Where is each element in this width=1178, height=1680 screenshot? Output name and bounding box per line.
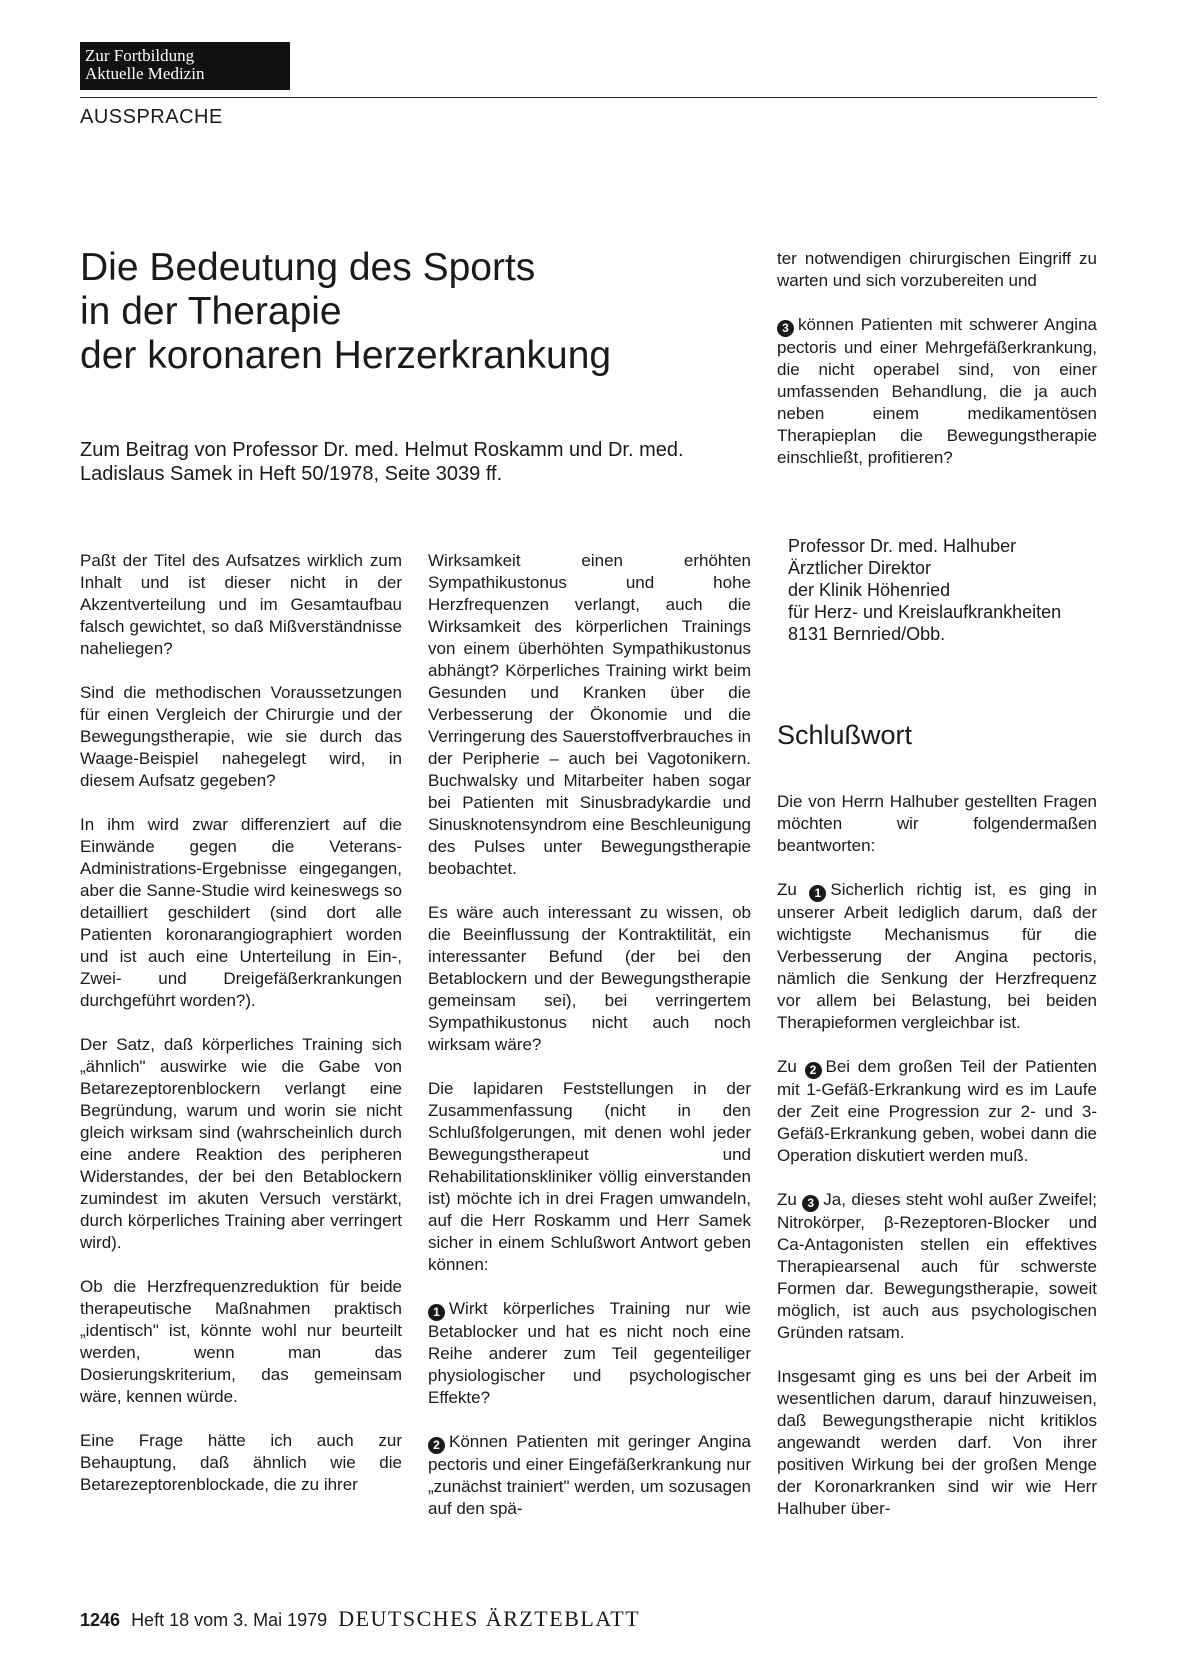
schlusswort-heading: Schlußwort xyxy=(777,720,913,750)
number-1-icon: 1 xyxy=(428,1304,445,1321)
paragraph: Paßt der Titel des Aufsatzes wirklich zum Inhalt und ist dieser nicht in der Akzentverteilung und im Gesamtaufbau falsch gewichtet, so daß Mißverständnisse naheliegen? xyxy=(80,551,402,658)
question-2 xyxy=(428,1431,751,1520)
title-line-3: der koronaren Herzerkrankung xyxy=(80,334,612,377)
paragraph: Es wäre auch interessant zu wissen, ob die Beeinflussung der Kontraktilität, ein interessanter Befund (der bei den Betablockern und der Bewegungstherapie gemeinsam sei), bei verringertem Sympathikustonus nicht auch noch wirksam wäre? xyxy=(428,903,751,1054)
answer-3 xyxy=(777,1189,1097,1344)
badge-line-2: Aktuelle Medizin xyxy=(85,64,205,83)
question-1-text: Wirkt körperliches Training nur wie Betablocker und hat es nicht noch eine Reihe anderer zum Teil gegenteiliger physiologischer und psychologischer Effekte? xyxy=(428,1299,751,1407)
question-3 xyxy=(777,314,1097,469)
answer-prefix: Zu xyxy=(777,880,797,899)
column-1 xyxy=(80,550,402,1518)
page-number: 1246 xyxy=(80,1610,121,1630)
paragraph: ter notwendigen chirurgischen Eingriff zu warten und sich vorzubereiten und xyxy=(777,249,1097,290)
number-1-icon: 1 xyxy=(809,885,826,902)
journal-name: DEUTSCHES ÄRZTEBLATT xyxy=(338,1606,641,1631)
paragraph: In ihm wird zwar differenziert auf die Einwände gegen die Veterans-Administrations-Ergebnisse eingegangen, aber die Sanne-Studie wird keineswegs so detailliert geschildert (sind dort alle Patienten koronarangiographiert worden und ist auch eine Unterteilung in Ein-, Zwei- und Dreigefäßerkrankungen durchgeführt worden?). xyxy=(80,815,402,1010)
signature-line: Ärztlicher Direktor xyxy=(788,558,932,578)
question-2-text: Können Patienten mit geringer Angina pectoris und einer Eingefäßerkrankung nur „zunächst trainiert" werden, um sozusagen auf den spä- xyxy=(428,1432,751,1518)
question-1 xyxy=(428,1298,751,1409)
paragraph: Eine Frage hätte ich auch zur Behauptung, daß ähnlich wie die Betarezeptorenblockade, die zu ihrer xyxy=(80,1431,402,1494)
answer-prefix: Zu xyxy=(777,1057,797,1076)
signature-line: für Herz- und Kreislaufkrankheiten xyxy=(788,602,1062,622)
paragraph: Insgesamt ging es uns bei der Arbeit im wesentlichen darum, darauf hinzuweisen, daß Bewegungstherapie nicht kritiklos angewandt werden darf. Von ihrer positiven Wirkung bei der großen Menge der Koronarkranken sind wir wie Herr Halhuber über- xyxy=(777,1367,1097,1518)
badge-line-1: Zur Fortbildung xyxy=(85,46,195,65)
number-2-icon: 2 xyxy=(805,1062,822,1079)
answer-1 xyxy=(777,879,1097,1034)
signature-line: 8131 Bernried/Obb. xyxy=(788,624,946,644)
section-label: AUSSPRACHE xyxy=(80,106,223,128)
number-3-icon: 3 xyxy=(777,320,794,337)
signature-line: der Klinik Höhenried xyxy=(788,580,951,600)
author-signature xyxy=(788,535,1061,645)
section-badge xyxy=(80,42,290,90)
column-3-top xyxy=(777,248,1097,491)
column-3-reply xyxy=(777,791,1097,1542)
article-subtitle: Zum Beitrag von Professor Dr. med. Helmut Roskamm und Dr. med. Ladislaus Samek in Heft 50/1978, Seite 3039 ff. xyxy=(80,439,684,485)
header-rule xyxy=(80,97,1097,98)
answer-1-text: Sicherlich richtig ist, es ging in unserer Arbeit lediglich darum, daß der wichtigste Mechanismus für die Verbesserung der Angina pectoris, nämlich die Senkung der Herzfrequenz vor allem bei Belastung, bei beiden Therapieformen vergleichbar ist. xyxy=(777,880,1097,1032)
number-2-icon: 2 xyxy=(428,1437,445,1454)
paragraph: Die lapidaren Feststellungen in der Zusammenfassung (nicht in den Schlußfolgerungen, mit denen wohl jeder Bewegungstherapeut und Rehabilitationskliniker völlig einverstanden ist) möchte ich in drei Fragen umwandeln, auf die Herr Roskamm und Herr Samek sicher in einem Schlußwort Antwort geben können: xyxy=(428,1079,751,1274)
issue-info: Heft 18 vom 3. Mai 1979 xyxy=(131,1610,328,1630)
answer-prefix: Zu xyxy=(777,1190,797,1209)
column-2 xyxy=(428,550,751,1542)
title-line-2: in der Therapie xyxy=(80,290,342,333)
answer-2-text: Bei dem großen Teil der Patienten mit 1-Gefäß-Erkrankung wird es im Laufe der Zeit eine Progression zur 2- und 3-Gefäß-Erkrankung geben, wobei dann die Operation diskutiert werden muß. xyxy=(777,1057,1097,1165)
paragraph: Ob die Herzfrequenzreduktion für beide therapeutische Maßnahmen praktisch „identisch" ist, könnte wohl nur beurteilt werden, wenn man das Dosierungskriterium, das gemeinsam wäre, kennen würde. xyxy=(80,1277,402,1406)
paragraph: Die von Herrn Halhuber gestellten Fragen möchten wir folgendermaßen beantworten: xyxy=(777,792,1097,855)
title-line-1: Die Bedeutung des Sports xyxy=(80,246,536,289)
number-3-icon: 3 xyxy=(802,1195,819,1212)
answer-3-text: Ja, dieses steht wohl außer Zweifel; Nitrokörper, β-Rezeptoren-Blocker und Ca-Antagonisten stellen ein effektives Therapiearsenal auch für schwerste Formen dar. Bewegungstherapie, soweit möglich, ist auch aus psychologischen Gründen ratsam. xyxy=(777,1190,1097,1342)
paragraph: Sind die methodischen Voraussetzungen für einen Vergleich der Chirurgie und der Bewegungstherapie, wie sie durch das Waage-Beispiel nahegelegt wird, in diesem Aufsatz gegeben? xyxy=(80,683,402,790)
answer-2 xyxy=(777,1056,1097,1167)
article-title xyxy=(80,246,720,378)
paragraph: Wirksamkeit einen erhöhten Sympathikustonus und hohe Herzfrequenzen verlangt, auch die Wirksamkeit des körperlichen Trainings von einem überhöhten Sympathikustonus abhängt? Körperliches Training wirkt beim Gesunden und Kranken über die Verbesserung der Ökonomie und die Verringerung des Sauerstoffverbrauches in der Peripherie – auch bei Vagotonikern. Buchwalsky und Mitarbeiter haben sogar bei Patienten mit Sinusbradykardie und Sinusknotensyndrom eine Beschleunigung des Pulses unter Bewegungstherapie beobachtet. xyxy=(428,551,751,878)
question-3-text: können Patienten mit schwerer Angina pectoris und einer Mehrgefäßerkrankung, die nicht operabel sind, von einer umfassenden Behandlung, die ja auch neben einem medikamentösen Therapieplan die Bewegungstherapie einschließt, profitieren? xyxy=(777,315,1097,467)
paragraph: Der Satz, daß körperliches Training sich „ähnlich" auswirke wie die Gabe von Betarezeptorenblockern verlangt eine Begründung, warum und worin sie nicht gleich wirksam sind (wahrscheinlich durch eine andere Reaktion des peripheren Widerstandes, der bei den Betablockern zumindest im akuten Versuch verstärkt, durch körperliches Training aber verringert wird). xyxy=(80,1035,402,1252)
page-footer xyxy=(80,1606,640,1632)
signature-line: Professor Dr. med. Halhuber xyxy=(788,536,1017,556)
